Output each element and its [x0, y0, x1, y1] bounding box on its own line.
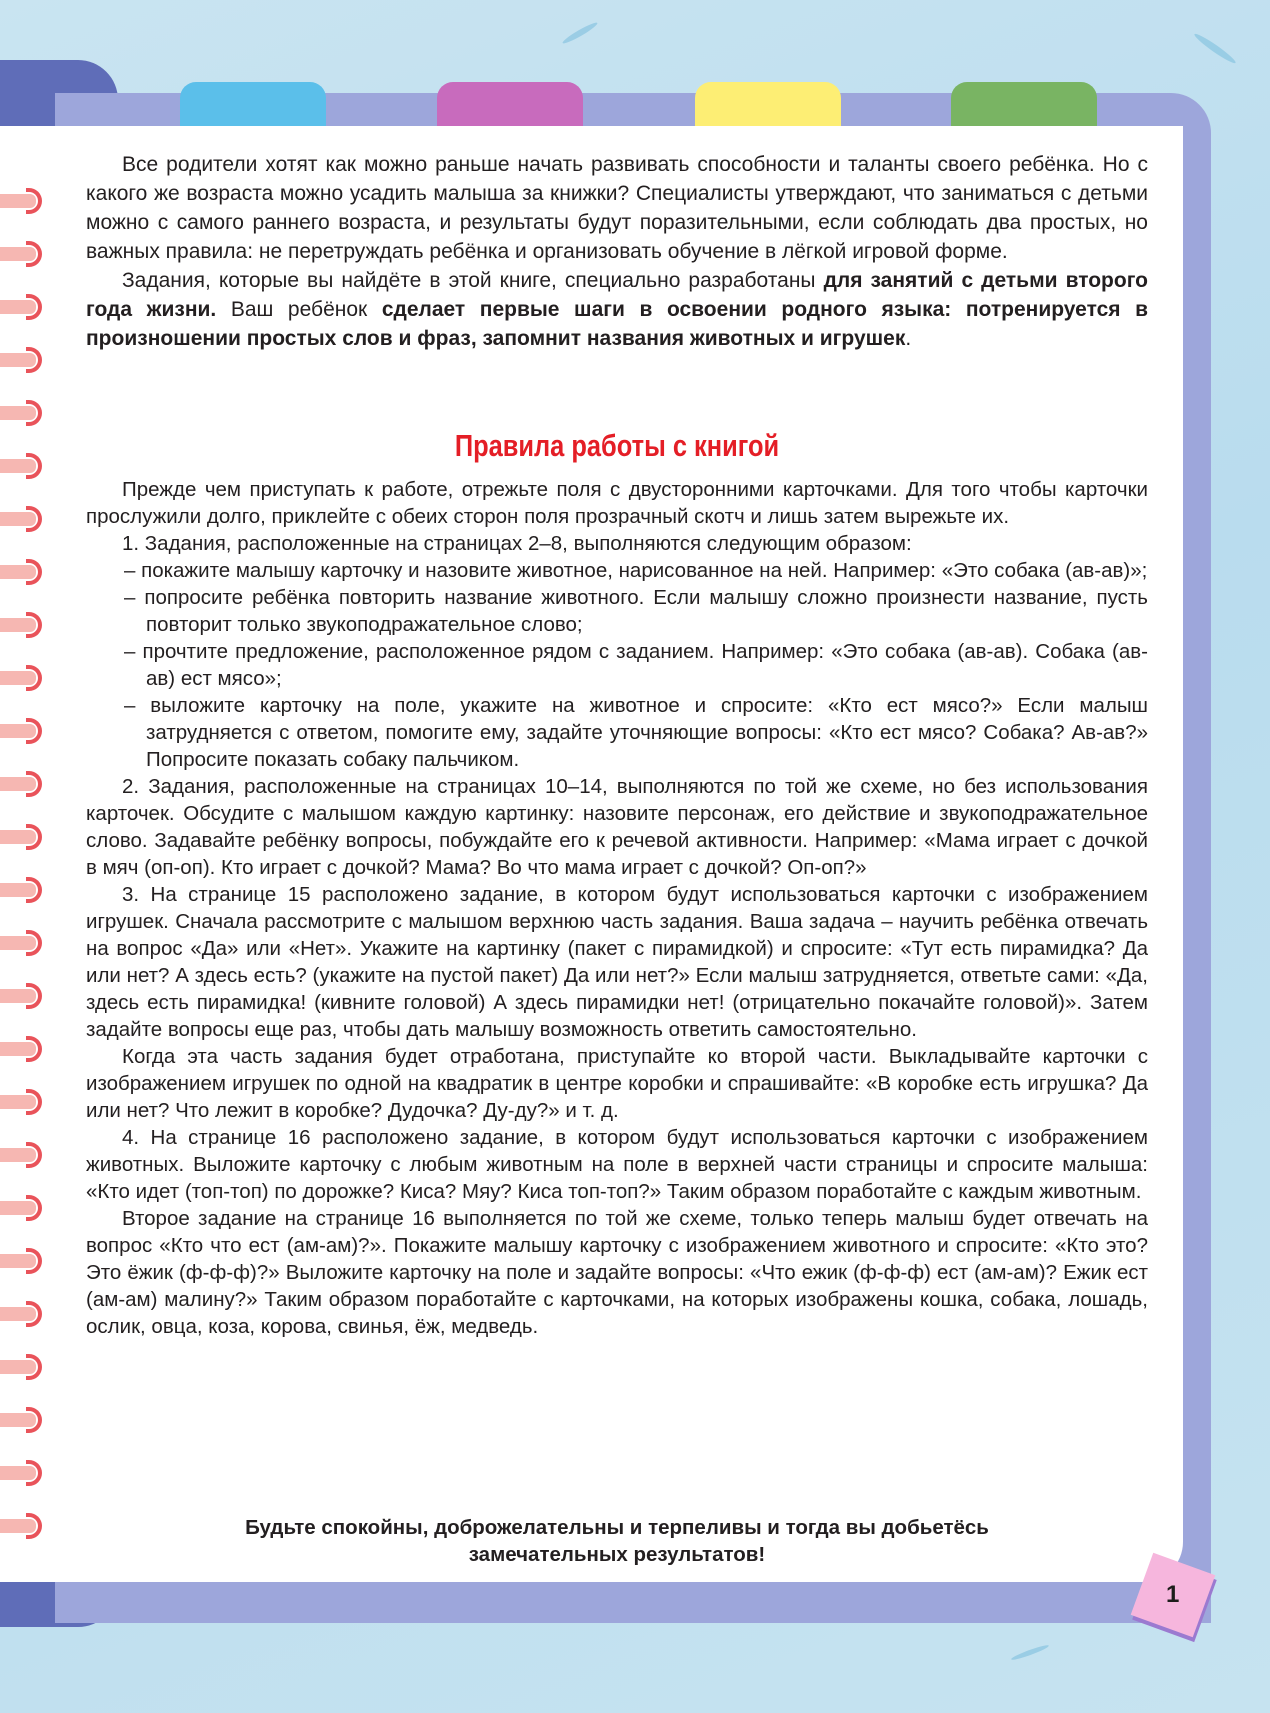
- tab-green: [951, 82, 1097, 132]
- binder-ring: [0, 188, 44, 214]
- binder-ring: [0, 665, 44, 691]
- binder-ring: [0, 877, 44, 903]
- binder-ring: [0, 347, 44, 373]
- rules-item-2: 2. Задания, расположенные на страницах 10–14, выполняются по той же схеме, но без использования карточек. Обсудите с малышом каждую картинку: назовите персонаж, его действие и звукоподражательное слово. Задавайте ребёнку вопросы, побуждайте его к речевой активности. Например: «Мама играет с дочкой в мяч (оп-оп). Кто играет с дочкой? Мама? Во что мама играет с дочкой? Оп-оп?»: [86, 775, 1148, 879]
- binder-ring: [0, 1248, 44, 1274]
- closing-line: Будьте спокойны, доброжелательны и терпеливы и тогда вы добьетёсь: [245, 1516, 989, 1539]
- bold-phrase: сделает первые шаги в освоении родного языка: потренируется в произношении простых слов и фраз, запомнит названия животных и игрушек: [86, 298, 1148, 350]
- binder-ring: [0, 1301, 44, 1327]
- rules-step: – выложите карточку на поле, укажите на животное и спросите: «Кто ест мясо?» Если малыш затрудняется с ответом, помогите ему, задайте уточняющие вопросы: «Кто ест мясо? Собака? Ав-ав?» Попросите показать собаку пальчиком.: [124, 694, 1148, 771]
- rules-item-1: 1. Задания, расположенные на страницах 2–8, выполняются следующим образом:: [122, 532, 912, 555]
- binder-ring: [0, 559, 44, 585]
- tab-blue: [180, 82, 326, 132]
- closing-note: [86, 1514, 1148, 1568]
- page-number: 1: [1166, 1580, 1180, 1608]
- intro-paragraph: [86, 266, 1148, 353]
- binder-ring: [0, 824, 44, 850]
- binder-ring: [0, 983, 44, 1009]
- text-run: Все родители хотят как можно раньше начать развивать способности и таланты своего ребёнка. Но с какого же возраста можно усадить малыша за книжки? Специалисты утверждают, что заниматься с детьми можно с самого раннего возраста, и результаты будут поразительными, если соблюдать два простых, но важных правила: не перетруждать ребёнка и организовать обучение в лёгкой игровой форме.: [86, 153, 1148, 263]
- binder-ring: [0, 930, 44, 956]
- intro-paragraph: [86, 150, 1148, 266]
- binder-ring: [0, 1089, 44, 1115]
- rules-item-4: 4. На странице 16 расположено задание, в котором будут использоваться карточки с изображением животных. Выложите карточку с любым животным на поле в верхней части страницы и спросите малыша: «Кто идет (топ-топ) по дорожке? Киса? Мяу? Киса топ-топ?» Таким образом поработайте с каждым животным.: [86, 1126, 1148, 1203]
- text-run: Ваш ребёнок: [216, 298, 382, 321]
- rules-paragraph: Второе задание на странице 16 выполняется по той же схеме, только теперь малыш будет отвечать на вопрос «Кто что ест (ам-ам)?». Покажите малышу карточку с изображением животного и спросите: «Кто это? Это ёжик (ф-ф-ф)?» Выложите карточку на поле и задайте вопросы: «Что ежик (ф-ф-ф) ест (ам-ам)? Ежик ест (ам-ам) малину?» Таким образом поработайте с карточками, на которых изображены кошка, собака, лошадь, ослик, овца, коза, корова, свинья, ёж, медведь.: [86, 1207, 1148, 1338]
- rules-item-3: 3. На странице 15 расположено задание, в котором будут использоваться карточки с изображением игрушек. Сначала рассмотрите с малышом верхнюю часть задания. Ваша задача – научить ребёнка отвечать на вопрос «Да» или «Нет». Укажите на картинку (пакет с пирамидкой) и спросите: «Тут есть пирамидка? Да или нет? А здесь есть? (укажите на пустой пакет) Да или нет?» Если малыш затрудняется, ответьте сами: «Да, здесь есть пирамидка! (кивните головой) А здесь пирамидки нет! (отрицательно покачайте головой)». Затем задайте вопросы еще раз, чтобы дать малышу возможность ответить самостоятельно.: [86, 883, 1148, 1041]
- binder-ring: [0, 1460, 44, 1486]
- section-heading: Правила работы с книгой: [454, 428, 780, 463]
- text-run: Задания, которые вы найдёте в этой книге, специально разработаны: [122, 269, 824, 292]
- background-streak: [1193, 31, 1238, 65]
- binder-ring: [0, 1142, 44, 1168]
- binder-ring: [0, 400, 44, 426]
- intro-text: [86, 150, 1148, 353]
- tab-yellow: [695, 82, 841, 132]
- binder-ring: [0, 1513, 44, 1539]
- binder-ring: [0, 241, 44, 267]
- binder-ring: [0, 612, 44, 638]
- binder-ring: [0, 1036, 44, 1062]
- binder-ring: [0, 506, 44, 532]
- rules-paragraph: Прежде чем приступать к работе, отрежьте поля с двусторонними карточками. Для того чтобы карточки прослужили долго, приклейте с обеих сторон поля прозрачный скотч и лишь затем вырежьте их.: [86, 478, 1148, 528]
- rules-step: – прочтите предложение, расположенное рядом с заданием. Например: «Это собака (ав-ав). Собака (ав-ав) ест мясо»;: [124, 640, 1148, 690]
- closing-line: замечательных результатов!: [468, 1543, 766, 1566]
- text-run: .: [905, 327, 912, 350]
- binder-ring: [0, 294, 44, 320]
- binder-ring: [0, 1354, 44, 1380]
- rules-step: – попросите ребёнка повторить название животного. Если малышу сложно произнести название, пусть повторит только звукоподражательное слово;: [124, 586, 1148, 636]
- rules-paragraph: Когда эта часть задания будет отработана, приступайте ко второй части. Выкладывайте карточки с изображением игрушек по одной на квадратик в центре коробки и спрашивайте: «В коробке есть игрушка? Да или нет? Что лежит в коробке? Дудочка? Ду-ду?» и т. д.: [86, 1045, 1148, 1122]
- rules-text: [86, 476, 1148, 1340]
- binder-ring: [0, 718, 44, 744]
- bold-phrase: для занятий с детьми второго года жизни.: [86, 269, 1148, 321]
- binder-ring: [0, 771, 44, 797]
- tab-magenta: [437, 82, 583, 132]
- binder-ring: [0, 1407, 44, 1433]
- rules-step: – покажите малышу карточку и назовите животное, нарисованное на ней. Например: «Это собака (ав-ав)»;: [124, 559, 1148, 582]
- binder-ring: [0, 453, 44, 479]
- binder-ring: [0, 1195, 44, 1221]
- background-streak: [1010, 1643, 1049, 1661]
- background-streak: [561, 20, 599, 45]
